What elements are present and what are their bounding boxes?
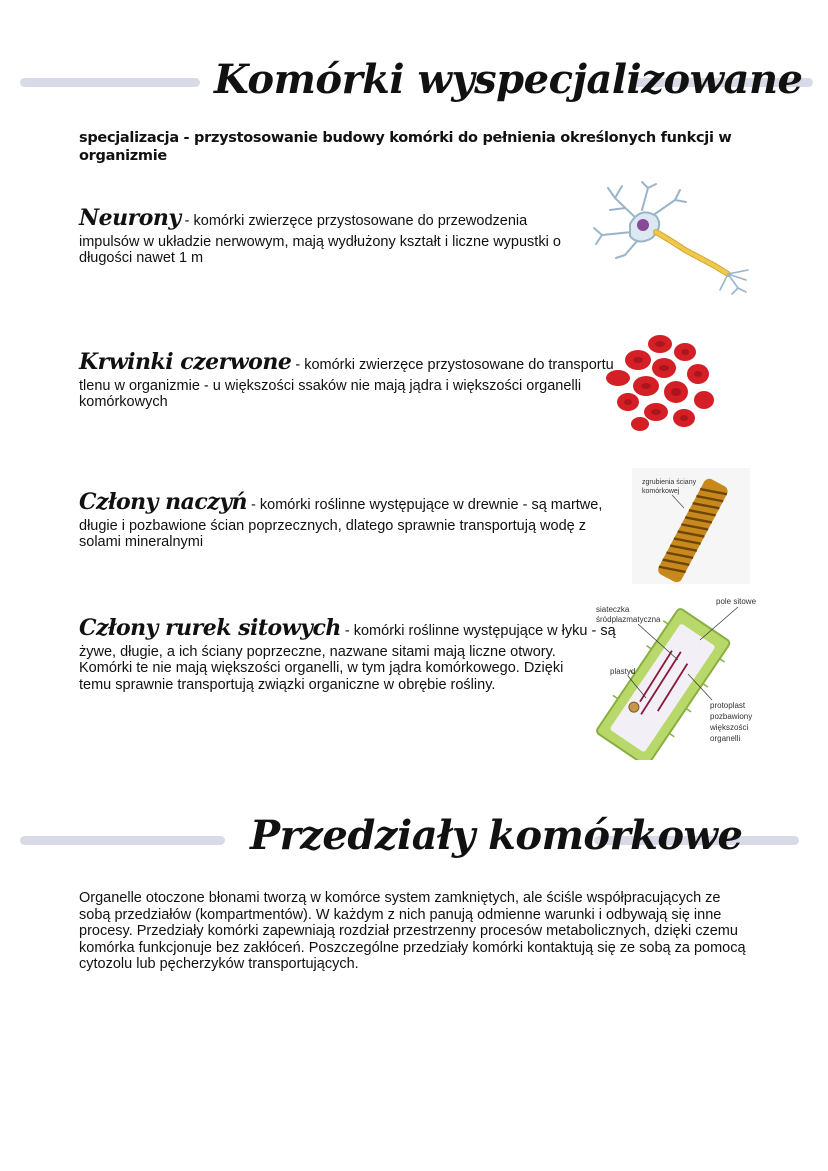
section-description: długie i pozbawione ścian poprzecznych, dlatego sprawnie transportują wodę z solami mineralnymi [79, 517, 586, 550]
label-er-2: śródplazmatyczna [596, 615, 661, 624]
label-plastid: plastyd [610, 667, 636, 676]
section-title-compartments: Przedziały komórkowe [250, 812, 743, 859]
specialization-definition: specjalizacja - przystosowanie budowy komórki do pełnienia określonych funkcji w organizmie [79, 130, 732, 164]
section-line1: - komórki zwierzęce przystosowane do transportu [291, 357, 614, 373]
compartments-paragraph: Organelle otoczone błonami tworzą w komórce system zamkniętych, ale ściśle współpracujących ze sobą przedziałów (kompartmentów). W każdym z nich panują odmienne warunki i odbywają się inne procesy. Przedziały komórki zapewniają rozdział przestrzenny procesów metabolicznych, dzięki czemu komórka funkcjonuje bez zakłóceń. Poszczególne przedziały komórki kontaktują się ze sobą za pomocą cytozolu lub pęcherzyków transportujących. [79, 890, 746, 972]
decorative-bar-left-2 [20, 836, 225, 845]
section-neurons [79, 205, 589, 267]
section-line1: - komórki zwierzęce przystosowane do przewodzenia [180, 213, 528, 229]
label-protoplast-3: większości [710, 723, 749, 732]
neuron-illustration [590, 180, 755, 300]
label-protoplast-4: organelli [710, 734, 741, 743]
section-description: żywe, długie, a ich ściany poprzeczne, nazwane sitami mają liczne otwory. Komórki te nie mają większości organelli, w tym jądra komórkowego. Dzięki temu sprawnie transportują związki organiczne w obrębie rośliny. [79, 643, 564, 693]
label-protoplast-1: protoplast [710, 701, 746, 710]
vessel-label-line1: zgrubienia ściany [642, 479, 697, 486]
section-line1: - komórki roślinne występujące w drewnie - są martwe, [247, 497, 603, 513]
section-term: Neurony [79, 205, 181, 231]
section-description: impulsów w układzie nerwowym, mają wydłużony kształt i liczne wypustki o długości nawet 1 m [79, 233, 561, 266]
section-term: Człony naczyń [79, 489, 247, 515]
section-sieve-tube-members [79, 615, 616, 693]
label-protoplast-2: pozbawiony [710, 712, 753, 721]
section-line1: - komórki roślinne występujące w łyku - są [340, 623, 616, 639]
decorative-bar-left [20, 78, 200, 87]
sieve-tube-illustration [588, 592, 770, 760]
page-title: Komórki wyspecjalizowane [214, 56, 803, 103]
vessel-label-line2: komórkowej [642, 488, 680, 495]
section-vessel-members [79, 489, 619, 551]
label-sieve-plate: pole sitowe [716, 597, 757, 606]
section-term: Człony rurek sitowych [79, 615, 341, 641]
section-red-blood-cells [79, 349, 614, 411]
label-er-1: siateczka [596, 605, 630, 614]
section-description: tlenu w organizmie - u większości ssaków nie mają jądra i większości organelli komórkowych [79, 377, 582, 410]
red-blood-cells-illustration [600, 330, 725, 435]
section-term: Krwinki czerwone [79, 349, 292, 375]
vessel-member-illustration [632, 468, 750, 584]
